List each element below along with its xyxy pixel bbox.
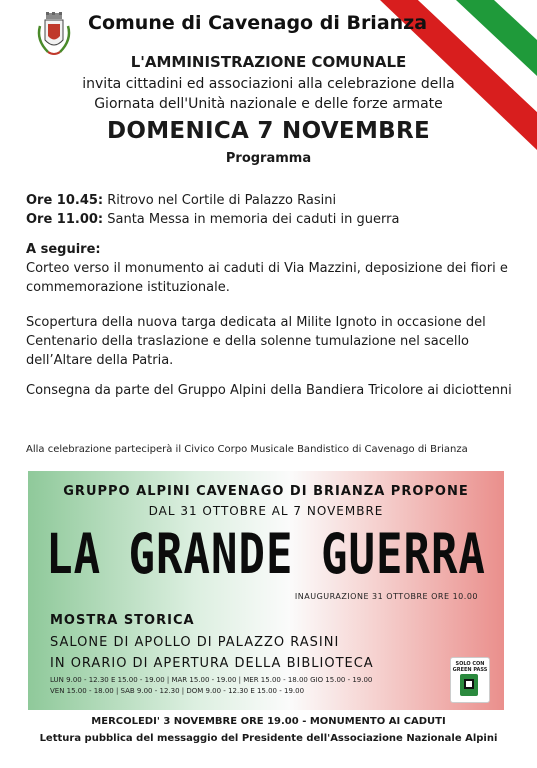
exhibition-poster (28, 471, 504, 710)
poster-organizer: GRUPPO ALPINI CAVENAGO DI BRIANZA PROPONE (63, 484, 469, 499)
plaque-text: Scopertura della nuova targa dedicata al Milite Ignoto in occasione del Centenario della traslazione e della solenne tumulazione nel sacello dell’Altare della Patria. (26, 315, 486, 368)
schedule-item (26, 191, 516, 210)
invitation-text (0, 74, 537, 114)
following-section (26, 240, 516, 297)
schedule-time: Ore 10.45: (26, 193, 104, 208)
poster-title: LA GRANDE GUERRA (46, 523, 486, 587)
schedule-item (26, 210, 516, 229)
schedule-time: Ore 11.00: (26, 212, 104, 227)
programme-heading: Programma (225, 151, 312, 166)
poster-exhibition-label: MOSTRA STORICA (50, 613, 195, 628)
green-pass-badge (450, 657, 490, 703)
flag-delivery-text: Consegna da parte del Gruppo Alpini della Bandiera Tricolore ai diciottenni (26, 383, 512, 398)
coat-of-arms-icon (34, 12, 74, 58)
schedule-text: Santa Messa in memoria dei caduti in guerra (103, 212, 400, 227)
administration-heading: L'AMMINISTRAZIONE COMUNALE (130, 53, 407, 71)
comune-title: Comune di Cavenago di Brianza (88, 12, 428, 34)
band-note: Alla celebrazione parteciperà il Civico Corpo Musicale Bandistico di Cavenago di Brianza (26, 444, 468, 455)
footer-reading: Lettura pubblica del messaggio del Presidente dell'Associazione Nazionale Alpini (39, 733, 498, 744)
poster-venue: SALONE DI APOLLO DI PALAZZO RASINI (50, 635, 340, 650)
following-text: Corteo verso il monumento ai caduti di Via Mazzini, deposizione dei fiori e commemorazione istituzionale. (26, 261, 508, 295)
schedule-text: Ritrovo nel Cortile di Palazzo Rasini (103, 193, 337, 208)
poster-hours-line-1: LUN 9.00 - 12.30 E 15.00 - 19.00 | MAR 15.00 - 19.00 | MER 15.00 - 18.00 GIO 15.00 - 19.00 (50, 676, 373, 684)
green-pass-qr-icon (460, 674, 478, 696)
event-date: DOMENICA 7 NOVEMBRE (107, 118, 430, 144)
invitation-line-2: Giornata dell'Unità nazionale e delle forze armate (94, 96, 443, 112)
poster-opening-hours-note: IN ORARIO DI APERTURA DELLA BIBLIOTECA (50, 656, 374, 671)
schedule-list (26, 191, 516, 229)
poster-dates: DAL 31 OTTOBRE AL 7 NOVEMBRE (148, 504, 384, 518)
footer-event: MERCOLEDI' 3 NOVEMBRE ORE 19.00 - MONUMENTO AI CADUTI (91, 716, 446, 727)
poster-hours-line-2: VEN 15.00 - 18.00 | SAB 9.00 - 12.30 | DOM 9.00 - 12.30 E 15.00 - 19.00 (50, 687, 305, 695)
poster-opening: INAUGURAZIONE 31 OTTOBRE ORE 10.00 (294, 592, 478, 601)
following-heading: A seguire: (26, 242, 101, 257)
green-pass-label: SOLO CON GREEN PASS (452, 661, 488, 673)
invitation-line-1: invita cittadini ed associazioni alla celebrazione della (82, 76, 455, 92)
